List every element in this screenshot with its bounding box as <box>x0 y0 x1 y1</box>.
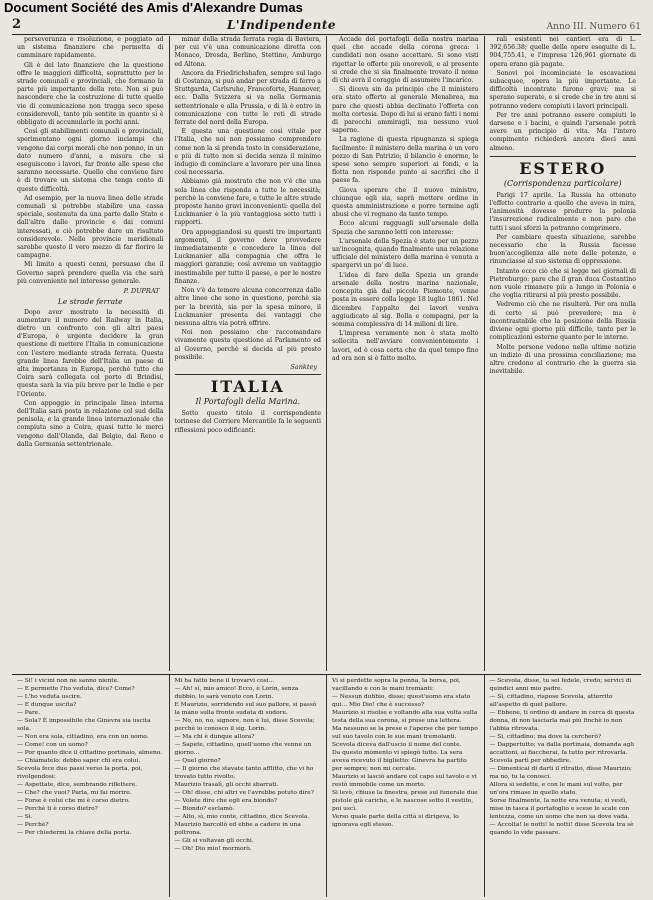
feuilleton-line: — Chiamatelo: debbo saper chi era colui. <box>17 758 141 764</box>
column-2 <box>170 36 328 671</box>
page-number: 2 <box>12 17 22 32</box>
feuilleton-line: — Biondo? esclamò. <box>174 806 235 812</box>
feuilleton-line: — Ah! sì, mio amico! Ecco, è Lorin, senza dubbio, lo sarà venuto con Lorin. <box>174 686 299 700</box>
feuilleton-line: — Dappertutto; va dalla portinaia, domanda agli accattoni, ai fiaccherai, fa tutto per ritrovarla. <box>489 742 635 756</box>
masthead-title: L'Indipendente <box>226 18 337 32</box>
feuilleton-line: — Perchè ti è corso dietro? <box>17 806 98 812</box>
feuilleton-line: — Gli si voltavan gli occhi. <box>174 838 254 844</box>
article-paragraph: Non v'è da temere alcuna concorrenza dalle altre linee che sono in questione, perchè sia per la brevità, sia per la spesa minore, il Luckmanier presenta dei vantaggi che nessuna altra via potrà offrire. <box>174 287 321 327</box>
feuilleton-line: — Ma chi è dunque allora? <box>174 734 255 740</box>
article-paragraph: Giova sperare che il nuovo ministro, chiunque egli sia, saprà mettere ordine in questa amministrazione e porre termine agli abusi che vi regnano da tanto tempo. <box>332 186 479 219</box>
feuilleton-line: — Il giorno che stavate tanto afflitto, che vi ho trovato tutto rivolto. <box>174 766 314 780</box>
feuilleton-line: — L'ho veduta uscire. <box>17 694 82 700</box>
article-paragraph: E questa una questione così vitale per l'Italia, che noi non possiamo comprendere come non la si prenda tosto in considerazione, e più di tutto non si decida senza il minimo indugio di cominciare a lavorare per una linea così necessaria. <box>174 128 321 177</box>
article-paragraph: Intanto ecco ciò che si legge nei giornali di Pietroburgo: pare che il gran duca Costantino non vuole rimanere più a lungo in Polonia e che voglia ritirarsi al più presto possibile. <box>489 267 636 300</box>
feuilleton-column-2 <box>170 675 328 897</box>
main-columns <box>12 36 641 671</box>
feuilleton-line: Maurizio barcollò ed ebbe a cadere in una poltrona. <box>174 822 301 836</box>
article-paragraph: Dopo aver mostrato la necessità di aumentare il numero del Railway in Italia, dietro un confronto con gli altri paesi d'Europa, è urgente decidere la gran questione di mettere l'Italia in comunicazione con l'estero mediante strada ferrata. Questa grande linea farebbe dell'Italia un paese di alta importanza in Europa, perchè tutto che Coira sarà collegata col porto di Brindisi, questa sarà la via più breve per le Indie e per l'Oriente. <box>17 308 164 398</box>
feuilleton-line: — Per chiedermi la chiave della porta. <box>17 830 132 836</box>
article-paragraph: Ora appoggiandosi su questi tre importanti argomenti, il governo deve provvedere immediatamente e concedere la linea del Luckmanier alla compagnia che offra le maggiori garanzie; così avremo un vantaggio inestimabile per tutto il paese, e per le nostre finanze. <box>174 228 321 285</box>
feuilleton-line: Maurizio si lasciò andare col capo sul tavolo e vi restò immobile come un morto. <box>332 774 477 788</box>
section-subtitle: Il Portafogli della Marina. <box>195 397 301 407</box>
article-paragraph: Mi limito a questi cenni, persuaso che il Governo saprà prendere quella via che sarà più conveniente nel interesse generale. <box>17 261 164 285</box>
feuilleton-column-1 <box>12 675 170 897</box>
feuilleton-line: — Si, cittadino; ma dove la cercherò? <box>489 734 602 740</box>
feuilleton-line: — Pare. <box>17 710 41 716</box>
article-paragraph: Per cambiare questa situazione, sarebbe necessario che la Russia facesse buon'accoglienza alle note delle potenze, e rinunciasse al suo sistema di oppressione. <box>489 233 636 266</box>
article-paragraph: Per tre anni potranno essere compiuti le darsene e i bacini, e quindi l'arsenale potrà avere un principio di vita. Ma l'intero compimento richiederà ancora dieci anni almeno. <box>489 111 636 152</box>
feuilleton-line: — Oh! disse, chi altri ve l'avrebbe potuto dire? <box>174 790 314 796</box>
feuilleton-line: — Ebbene, ti ordino di andare in cerca di questa donna, di non lasciarla mai più finchè io non l'abbia ritrovata. <box>489 710 635 732</box>
article-paragraph: Ecco alcuni ragguagli sull'arsenale della Spezia che saranno letti con interesse: <box>332 220 479 236</box>
feuilleton-line: Scevola diceva dall'uscio il nome del conte. <box>332 742 462 748</box>
feuilleton-line: — Sola? È impossibile che Ginevra sia uscita sola. <box>17 718 151 732</box>
feuilleton-section <box>12 674 641 897</box>
article-signature: P. DUPRAT <box>123 287 160 296</box>
article-paragraph: Parigi 17 aprile. La Russia ha ottenuto l'effetto contrario a quello che aveva in mira, l'animosità dovesse produrre la polonia l'insurrezione radicalmente e non pare che tutti i suoi sforzi la potranno comprimere. <box>489 191 636 232</box>
feuilleton-line: Maurizio si risolse e voltando alla sua volta sulla testa della sua corona, si prese una lettera. <box>332 710 478 724</box>
feuilleton-line: — Perchè? <box>17 822 49 828</box>
feuilleton-line: — Aspettate, dice, sembrando riflettere. <box>17 782 138 788</box>
feuilleton-line: — Non era sola, cittadino, era con un uomo. <box>17 734 149 740</box>
article-paragraph: Ad esempio, per la nuova linea delle strade comunali si potrebbe stabilire una cassa speciale, sostenuta da una parte dallo Stato e dall'altra dalle provincie e dai comuni interessati, e ciò potrebbe dare un risultato considerevole. Nelle provincie meridionali sarebbe questo il vero mezzo di far fiorire le campagne. <box>17 194 164 260</box>
feuilleton-line: Verso quale parte della città si dirigeva, lo ignorava egli stesso. <box>332 814 459 828</box>
section-title-estero: ESTERO <box>519 158 607 178</box>
feuilleton-line: — Forse è colui che mi è corso dietro. <box>17 798 130 804</box>
feuilleton-line: — Volete dire che egli era biondo? <box>174 798 277 804</box>
article-paragraph: L'idea di fare della Spezia un grande arsenale della nostra marina nazionale, concepita già dal piccolo Piemonte, venne posta in essere colla legge 18 luglio 1861. Nel dicembre l'appalto dei lavori veniva aggiudicato al sig. Bolla e compagni, per la somma complessiva di 14 milioni di lire. <box>332 271 479 328</box>
feuilleton-line: — Quel giorno? <box>174 758 221 764</box>
article-paragraph: minar della strada ferrata regia di Baviera, per cui v'è una comunicazione diretta con Monaco, Dresda, Berlino, Stettino, Amburgo ed Altona. <box>174 36 321 68</box>
feuilleton-line: — Oh! Dio mio! mormorò. <box>174 846 252 852</box>
feuilleton-line: Allora si sedette, e con le mani sul volto, per un'ora rimase in quello stato. <box>489 782 623 796</box>
feuilleton-line: Vi si perdette sopra la penna, la borsa, poi, vacillando e con le mani tremanti: <box>332 678 461 692</box>
column-4 <box>485 36 642 671</box>
column-1 <box>12 36 170 671</box>
issue-number: Anno III. Numero 61 <box>546 22 641 32</box>
feuilleton-line: E Maurizio, sorridendo sul suo pallore, si passò la mano sulla fronte sudata di sudore. <box>174 702 317 716</box>
article-paragraph: Accade del portafogli della nostra marina quel che accade della corona greca: i candidati non osano accettare. Si sono visti rigettar le offerte più onorevoli, e al presente si crede che si sia finalmente trovato il nome di chi avrà il coraggio di assumere l'incarico. <box>332 36 479 85</box>
column-3 <box>327 36 485 671</box>
feuilleton-line: — Sapete, cittadino, quell'uomo che venne un giorno... <box>174 742 312 756</box>
article-paragraph: perseveranza e risoluzione, e poggiato ad un sistema finanziere che permetta di camminare rapidamente. <box>17 36 164 60</box>
feuilleton-line: Mi ha fatto bene il trovarvi cosi... <box>174 678 275 684</box>
feuilleton-line: — E dunque uscita? <box>17 702 77 708</box>
feuilleton-line: Scevola partì per obbedire. <box>489 758 572 764</box>
feuilleton-line: — Alto, sì, mio conte, cittadino, dice Scevola. <box>174 814 310 820</box>
feuilleton-line: Ma nessuno se la prese e l'aperse che per tempo sul suo tavolo con le sue mani tremolanti. <box>332 726 478 740</box>
feuilleton-line: — Dimenticai di darti il ritratto, disse Maurizio; ma no, tu la conosci. <box>489 766 632 780</box>
section-rule <box>175 374 322 375</box>
feuilleton-line: — E permette l'ho veduta, dice? Come? <box>17 686 135 692</box>
feuilleton-line: Si levò, chiuse la finestra, prese sul funerale due pistole già cariche, e le nascose sotto il vestito, poi uscì. <box>332 790 478 812</box>
feuilleton-column-4 <box>485 675 642 897</box>
feuilleton-line: Scevola fece due passi verso la porta, poi, rivolgendosi: <box>17 766 143 780</box>
feuilleton-line: — Por quanto dice il cittadino portinaio, almeno. <box>17 750 163 756</box>
feuilleton-line: — No, no, no, signore, non è lui, disse Scevola; perchè io conosco il sig. Lorin. <box>174 718 315 732</box>
watermark-text: Document Société des Amis d'Alexandre Dumas <box>4 0 303 15</box>
article-heading: Le strade ferrate <box>57 297 123 307</box>
feuilleton-column-3 <box>327 675 485 897</box>
feuilleton-line: — Si! i vicini non ne sanno niente. <box>17 678 120 684</box>
feuilleton-line: Da questo momento vi spiegò tutto. La sera aveva ricevuto il biglietto: Ginevra ha partito per sempre; non mi cercate. <box>332 750 467 772</box>
section-title-italia: ITALIA <box>210 377 285 397</box>
feuilleton-line: — Come! con un uomo? <box>17 742 88 748</box>
article-paragraph: Gli è del lato finanziere che la questione offre le maggiori difficoltà, soprattutto per le strade comunali e provinciali, che formano la parte più importante della rete. Non si può nascondere che la costruzione di tutte quelle vie di comunicazione non tragga seco spese considerevoli, tanto più sentite in quanto si è obbligato di accumularle in pochi anni. <box>17 61 164 127</box>
article-paragraph: Ancora da Friedrichshafen, sempre sul lago di Costanza, si può andar per strada di ferro a Stuttgarda, Carlsruhe, Francoforte, Hannover, ecc. Dalla Svizzera si va nella Germania settentrionale e alla Prussia, e di là è entro in comunicazione con tutte le reti di strade ferrate del nord della Europa. <box>174 69 321 127</box>
article-paragraph: Vedremo ciò che ne risulterà. Per ora nulla di certo si può prevedere; ma è incontrastabile che la posizione della Russia diviene ogni giorno più difficile, tanto per le complicazioni esterne quanto per le interne. <box>489 301 636 342</box>
article-paragraph: L'arsenale della Spezia è stato per un pezzo un'incognita, quando finalmente una relazione ufficiale del ministero della marina è venuta a spargervi un po' di luce. <box>332 237 479 270</box>
article-paragraph: Così gli stabilimenti comunali e provinciali, sperimentano ogni giorno inciampi che vengono dai corpi morali che non ponno, in un dato numero d'anni, a misura che si eseguiscono i lavori, far fronte alle spese che saranno necessarie. Quello che conviene fare è di trovare un sistema che tenga conto di queste difficoltà. <box>17 128 164 193</box>
feuilleton-line: — Nessun dubbio, disse; quest'uomo era stato qui... Mio Dio! che è successo? <box>332 694 471 708</box>
article-paragraph: Con appoggio in principale linea interna dell'Italia sarà posta in relazione col sud della penisola, e la grande linea internazionale che compiuta sino a Coira, quasi tutte le merci vengono dall'Olanda, dal Belgio, dal Reno e dalla Germania settentrionale. <box>17 399 164 448</box>
feuilleton-line: Maurizio trasalì, gli occhi sbarrati. <box>174 782 279 788</box>
feuilleton-line: — Scevola, disse, tu sei fedele, credo; servici di quindici anni mio padre. <box>489 678 632 692</box>
feuilleton-line: — Che? che vuoi? Parla, mi fai morire. <box>17 790 132 796</box>
article-paragraph: La ragione di questa ripugnanza si spiega facilmente: il ministero della marina è un vero pozzo di San Patrizio; il bilancio è enorme, le spese sono sempre superiori ai fondi, e la flotta non risponde punto ai sacrifici che il paese fa. <box>332 136 479 185</box>
feuilleton-line: Sorse finalmente, la notte era venuta; si vestì, mise in tasca il portafoglio e scese le scale con lentezza, come un uomo che non sa dove vada. <box>489 798 630 820</box>
section-subtitle: (Corrispondenza particolare) <box>503 178 622 188</box>
article-paragraph: rali esistenti nei cantieri era di L. 392,656.38; quelle delle opere eseguite di L. 904,755.41, e l'impresa 126,961 giornate di opera erano già pagate. <box>489 36 636 68</box>
article-paragraph: Molte persone vedono nelle ultime notizie un indizio di una prossima conciliazione; ma altre credono al contrario che la guerra sia inevitabile. <box>489 343 636 376</box>
feuilleton-line: — Sì, cittadino, rispose Scevola, atterrito all'aspetto di quel pallore. <box>489 694 613 708</box>
article-paragraph: Si diceva sin da principio che il ministero era stato offerto al generale Menabrea, ma pare che questi abbia declinato l'offerta con molta cortesia. Dopo di lui si erano fatti i nomi di parecchi ammiragli, ma nessuno vuol saperne. <box>332 86 479 135</box>
feuilleton-line: — Accolta! le notti! le notti! disse Scevola tra sè quando lo vide passare. <box>489 822 634 836</box>
article-paragraph: Sonovi poi incominciate le escavazioni subacquee, opera la più importante. Le difficoltà incontrate furono gravi; ma si sperano superate, e si crede che in tre anni si potranno vedere compiuti i lavori principali. <box>489 69 636 110</box>
article-paragraph: L'impresa veramente non è stata molto sollecita nell'avviare convenientemente i lavori, ed è cosa certa che da quel tempo fino ad ora non si è fatto molto. <box>332 330 479 362</box>
section-rule <box>490 156 637 157</box>
article-paragraph: Abbiamo già mostrato che non v'è che una sola linea che risponda a tutte le necessità; perchè la conviene fare, e tutte le altre strade proposte hanno gravi inconvenienti: quella del Luckmanier è la più vantaggiosa sotto tutti i rapporti. <box>174 178 321 227</box>
article-signature: Sanktey <box>290 362 317 371</box>
article-paragraph: Noi non possiamo che raccomandare vivamente questa questione al Parlamento ed al Governo, perchè si decida al più presto possibile. <box>174 329 321 361</box>
feuilleton-line: — Sì. <box>17 814 33 820</box>
article-paragraph: Sotto questo titolo il corrispondente torinese del Corriere Mercantile fa le seguenti riflessioni poco edificanti: <box>174 410 321 434</box>
